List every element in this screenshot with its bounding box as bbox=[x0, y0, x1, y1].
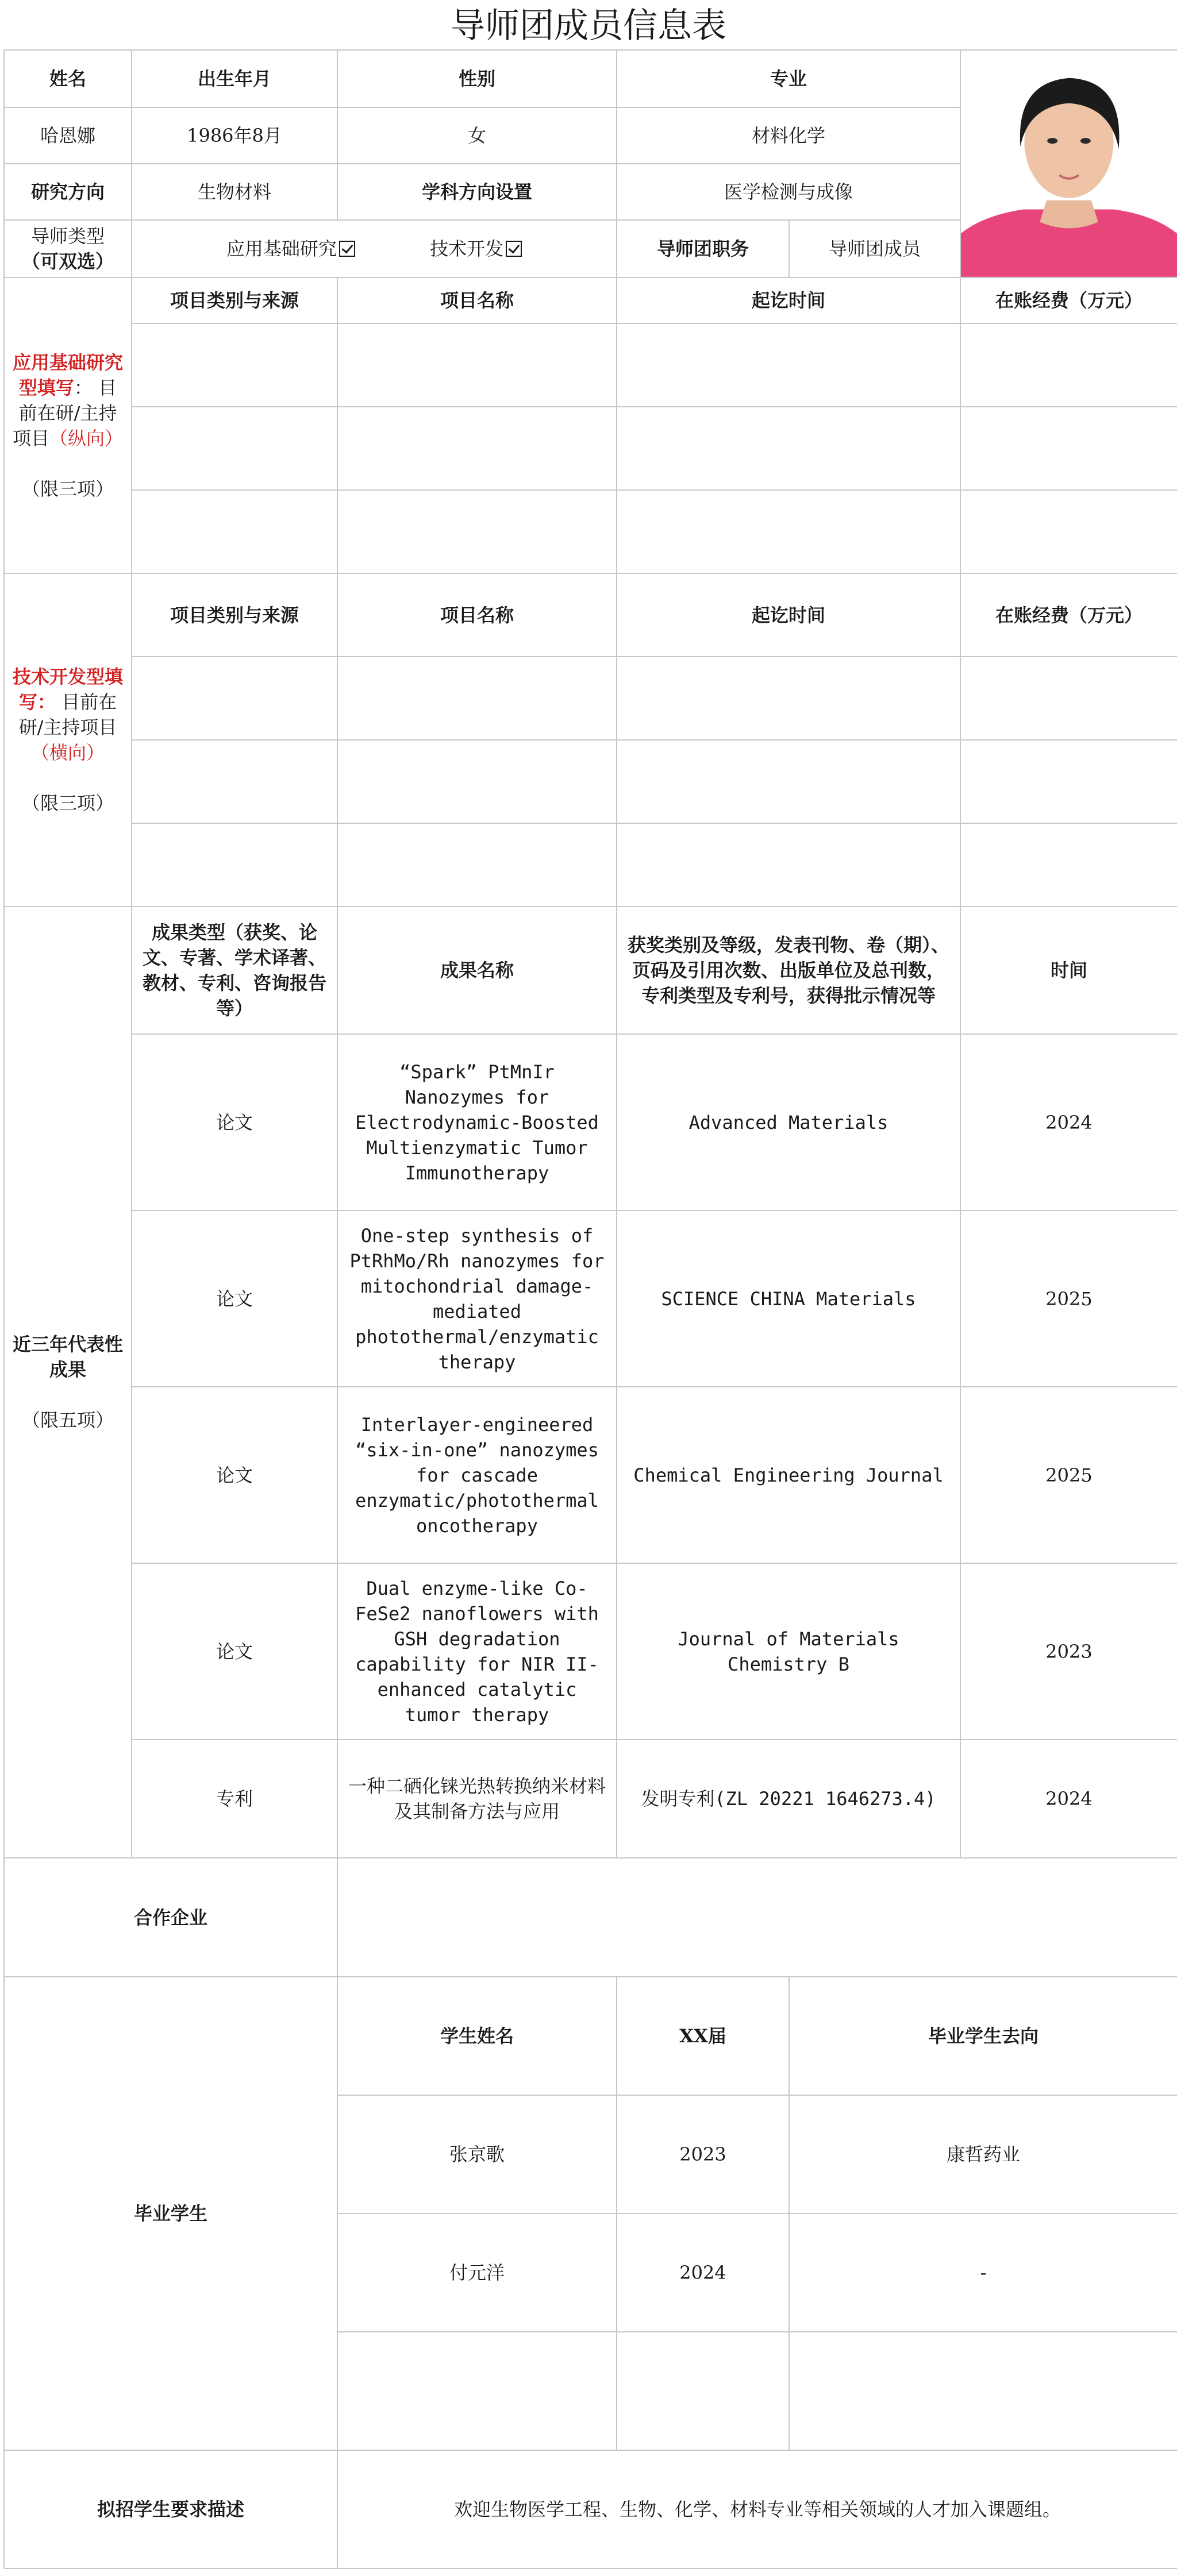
achievement-row bbox=[4, 1740, 1177, 1858]
achievement-row bbox=[4, 1034, 1177, 1210]
requirement-row bbox=[4, 2450, 1177, 2569]
achievement-name: Dual enzyme-like Co-FeSe2 nanoflowers with GSH degradation capability for NIR II-enhanced catalytic tumor therapy bbox=[337, 1563, 617, 1740]
tech-header-name: 项目名称 bbox=[337, 573, 617, 657]
achievement-type: 专利 bbox=[132, 1740, 337, 1858]
tech-header-row bbox=[4, 573, 1177, 657]
partner-value[interactable] bbox=[337, 1858, 1177, 1977]
achievement-year: 2025 bbox=[960, 1387, 1177, 1563]
graduates-label: 毕业学生 bbox=[4, 1977, 337, 2450]
achievement-year: 2024 bbox=[960, 1740, 1177, 1858]
graduate-destination[interactable] bbox=[789, 2332, 1177, 2450]
achievement-detail: Chemical Engineering Journal bbox=[617, 1387, 960, 1563]
applied-row-1 bbox=[4, 323, 1177, 407]
portrait-photo bbox=[960, 50, 1177, 277]
partner-label: 合作企业 bbox=[4, 1858, 337, 1977]
applied-cell[interactable] bbox=[337, 407, 617, 490]
role-value: 导师团成员 bbox=[789, 220, 960, 277]
graduates-header-name: 学生姓名 bbox=[337, 1977, 617, 2095]
tech-side-red: 技术开发型填写： bbox=[12, 666, 123, 713]
achievement-year: 2025 bbox=[960, 1210, 1177, 1387]
discipline-value: 医学检测与成像 bbox=[617, 164, 960, 220]
tech-side-label bbox=[4, 573, 132, 907]
achievements-header-detail: 获奖类别及等级，发表刊物、卷（期）、页码及引用次数、出版单位及总刊数，专利类型及专利号，获得批示情况等 bbox=[617, 907, 960, 1034]
partner-row bbox=[4, 1858, 1177, 1977]
tech-cell[interactable] bbox=[337, 740, 617, 823]
graduate-destination: - bbox=[789, 2213, 1177, 2332]
checkbox-checked-icon[interactable] bbox=[506, 241, 522, 257]
tech-row-2 bbox=[4, 740, 1177, 823]
applied-cell[interactable] bbox=[132, 490, 337, 573]
applied-side-label bbox=[4, 277, 132, 573]
achievement-row bbox=[4, 1210, 1177, 1387]
graduate-year: 2024 bbox=[617, 2213, 789, 2332]
graduate-year[interactable] bbox=[617, 2332, 789, 2450]
major-value: 材料化学 bbox=[617, 107, 960, 164]
checkbox-checked-icon[interactable] bbox=[339, 241, 355, 257]
mentor-type-label-note: （可双选） bbox=[21, 250, 114, 272]
mentor-type-options bbox=[132, 220, 617, 277]
applied-header-source: 项目类别与来源 bbox=[132, 277, 337, 323]
applied-cell[interactable] bbox=[960, 323, 1177, 407]
achievement-year: 2023 bbox=[960, 1563, 1177, 1740]
graduate-name: 张京歌 bbox=[337, 2095, 617, 2213]
requirement-label: 拟招学生要求描述 bbox=[4, 2450, 337, 2569]
applied-cell[interactable] bbox=[132, 323, 337, 407]
applied-header-period: 起讫时间 bbox=[617, 277, 960, 323]
mentor-type-label bbox=[4, 220, 132, 277]
applied-row-2 bbox=[4, 407, 1177, 490]
option-tech-development-label: 技术开发 bbox=[430, 238, 504, 260]
discipline-label: 学科方向设置 bbox=[337, 164, 617, 220]
gender-value: 女 bbox=[337, 107, 617, 164]
option-tech-development[interactable] bbox=[430, 236, 522, 261]
tech-header-funding: 在账经费（万元） bbox=[960, 573, 1177, 657]
achievements-side-label bbox=[4, 907, 132, 1858]
tech-cell[interactable] bbox=[617, 657, 960, 740]
applied-side-red-2: （纵向） bbox=[49, 427, 124, 449]
applied-row-3 bbox=[4, 490, 1177, 573]
achievement-row bbox=[4, 1563, 1177, 1740]
tech-cell[interactable] bbox=[617, 740, 960, 823]
graduates-header-destination: 毕业学生去向 bbox=[789, 1977, 1177, 2095]
tech-header-period: 起讫时间 bbox=[617, 573, 960, 657]
applied-cell[interactable] bbox=[617, 407, 960, 490]
tech-cell[interactable] bbox=[132, 657, 337, 740]
portrait-photo-image bbox=[961, 51, 1177, 277]
applied-cell[interactable] bbox=[617, 490, 960, 573]
tech-side-black: 目前在研/主持项目 bbox=[18, 691, 117, 738]
research-label: 研究方向 bbox=[4, 164, 132, 220]
tech-cell[interactable] bbox=[960, 740, 1177, 823]
achievement-detail: SCIENCE CHINA Materials bbox=[617, 1210, 960, 1387]
tech-cell[interactable] bbox=[132, 740, 337, 823]
achievement-row bbox=[4, 1387, 1177, 1563]
achievements-header-year: 时间 bbox=[960, 907, 1177, 1034]
achievements-header-type: 成果类型（获奖、论文、专著、学术译著、教材、专利、咨询报告等） bbox=[132, 907, 337, 1034]
basic-row-1 bbox=[4, 50, 1177, 107]
tech-side-limit: （限三项） bbox=[21, 792, 114, 814]
birth-label: 出生年月 bbox=[132, 50, 337, 107]
option-applied-research-label: 应用基础研究 bbox=[226, 238, 337, 260]
tech-cell[interactable] bbox=[132, 823, 337, 907]
graduates-header-year: XX届 bbox=[617, 1977, 789, 2095]
applied-header-name: 项目名称 bbox=[337, 277, 617, 323]
major-label: 专业 bbox=[617, 50, 960, 107]
achievement-name: 一种二硒化铼光热转换纳米材料及其制备方法与应用 bbox=[337, 1740, 617, 1858]
applied-cell[interactable] bbox=[337, 490, 617, 573]
graduate-year: 2023 bbox=[617, 2095, 789, 2213]
achievement-name: One-step synthesis of PtRhMo/Rh nanozymes for mitochondrial damage-mediated photothermal/enzymatic therapy bbox=[337, 1210, 617, 1387]
gender-label: 性别 bbox=[337, 50, 617, 107]
graduate-name[interactable] bbox=[337, 2332, 617, 2450]
applied-side-red: 应用基础研究型填写 bbox=[12, 351, 123, 399]
tech-row-1 bbox=[4, 657, 1177, 740]
achievements-side-text: 近三年代表性成果 bbox=[12, 1333, 123, 1380]
applied-side-colon: ： bbox=[74, 376, 93, 399]
requirement-value: 欢迎生物医学工程、生物、化学、材料专业等相关领域的人才加入课题组。 bbox=[337, 2450, 1177, 2569]
tech-cell[interactable] bbox=[337, 657, 617, 740]
name-value: 哈恩娜 bbox=[4, 107, 132, 164]
research-value: 生物材料 bbox=[132, 164, 337, 220]
tech-cell[interactable] bbox=[960, 657, 1177, 740]
achievement-name: “Spark” PtMnIr Nanozymes for Electrodynamic-Boosted Multienzymatic Tumor Immunotherapy bbox=[337, 1034, 617, 1210]
applied-cell[interactable] bbox=[960, 490, 1177, 573]
achievement-name: Interlayer-engineered “six-in-one” nanozymes for cascade enzymatic/photothermal oncotherapy bbox=[337, 1387, 617, 1563]
tech-header-source: 项目类别与来源 bbox=[132, 573, 337, 657]
achievement-detail: Advanced Materials bbox=[617, 1034, 960, 1210]
applied-cell[interactable] bbox=[617, 323, 960, 407]
achievement-type: 论文 bbox=[132, 1034, 337, 1210]
applied-cell[interactable] bbox=[132, 407, 337, 490]
achievement-type: 论文 bbox=[132, 1387, 337, 1563]
tech-cell[interactable] bbox=[960, 823, 1177, 907]
achievement-type: 论文 bbox=[132, 1563, 337, 1740]
tech-cell[interactable] bbox=[337, 823, 617, 907]
achievement-detail: Journal of Materials Chemistry B bbox=[617, 1563, 960, 1740]
graduate-name: 付元洋 bbox=[337, 2213, 617, 2332]
tech-cell[interactable] bbox=[617, 823, 960, 907]
graduates-header-row bbox=[4, 1977, 1177, 2095]
name-label: 姓名 bbox=[4, 50, 132, 107]
tech-side-red-2: （横向） bbox=[30, 742, 105, 763]
graduate-destination: 康哲药业 bbox=[789, 2095, 1177, 2213]
role-label: 导师团职务 bbox=[617, 220, 789, 277]
applied-cell[interactable] bbox=[960, 407, 1177, 490]
achievement-type: 论文 bbox=[132, 1210, 337, 1387]
applied-side-black: 目前在研/主持项目 bbox=[12, 376, 117, 449]
achievement-detail: 发明专利(ZL 20221 1646273.4) bbox=[617, 1740, 960, 1858]
form-title: 导师团成员信息表 bbox=[451, 6, 726, 46]
achievements-side-limit: （限五项） bbox=[21, 1409, 114, 1431]
birth-value: 1986年8月 bbox=[132, 107, 337, 164]
tech-row-3 bbox=[4, 823, 1177, 907]
achievement-year: 2024 bbox=[960, 1034, 1177, 1210]
applied-cell[interactable] bbox=[337, 323, 617, 407]
achievements-header-row bbox=[4, 907, 1177, 1034]
applied-header-funding: 在账经费（万元） bbox=[960, 277, 1177, 323]
mentor-type-label-text: 导师类型 bbox=[30, 225, 105, 247]
achievements-header-name: 成果名称 bbox=[337, 907, 617, 1034]
mentor-info-table bbox=[3, 49, 1177, 2569]
applied-header-row bbox=[4, 277, 1177, 323]
option-applied-research[interactable] bbox=[226, 236, 355, 261]
applied-side-limit: （限三项） bbox=[21, 477, 114, 500]
